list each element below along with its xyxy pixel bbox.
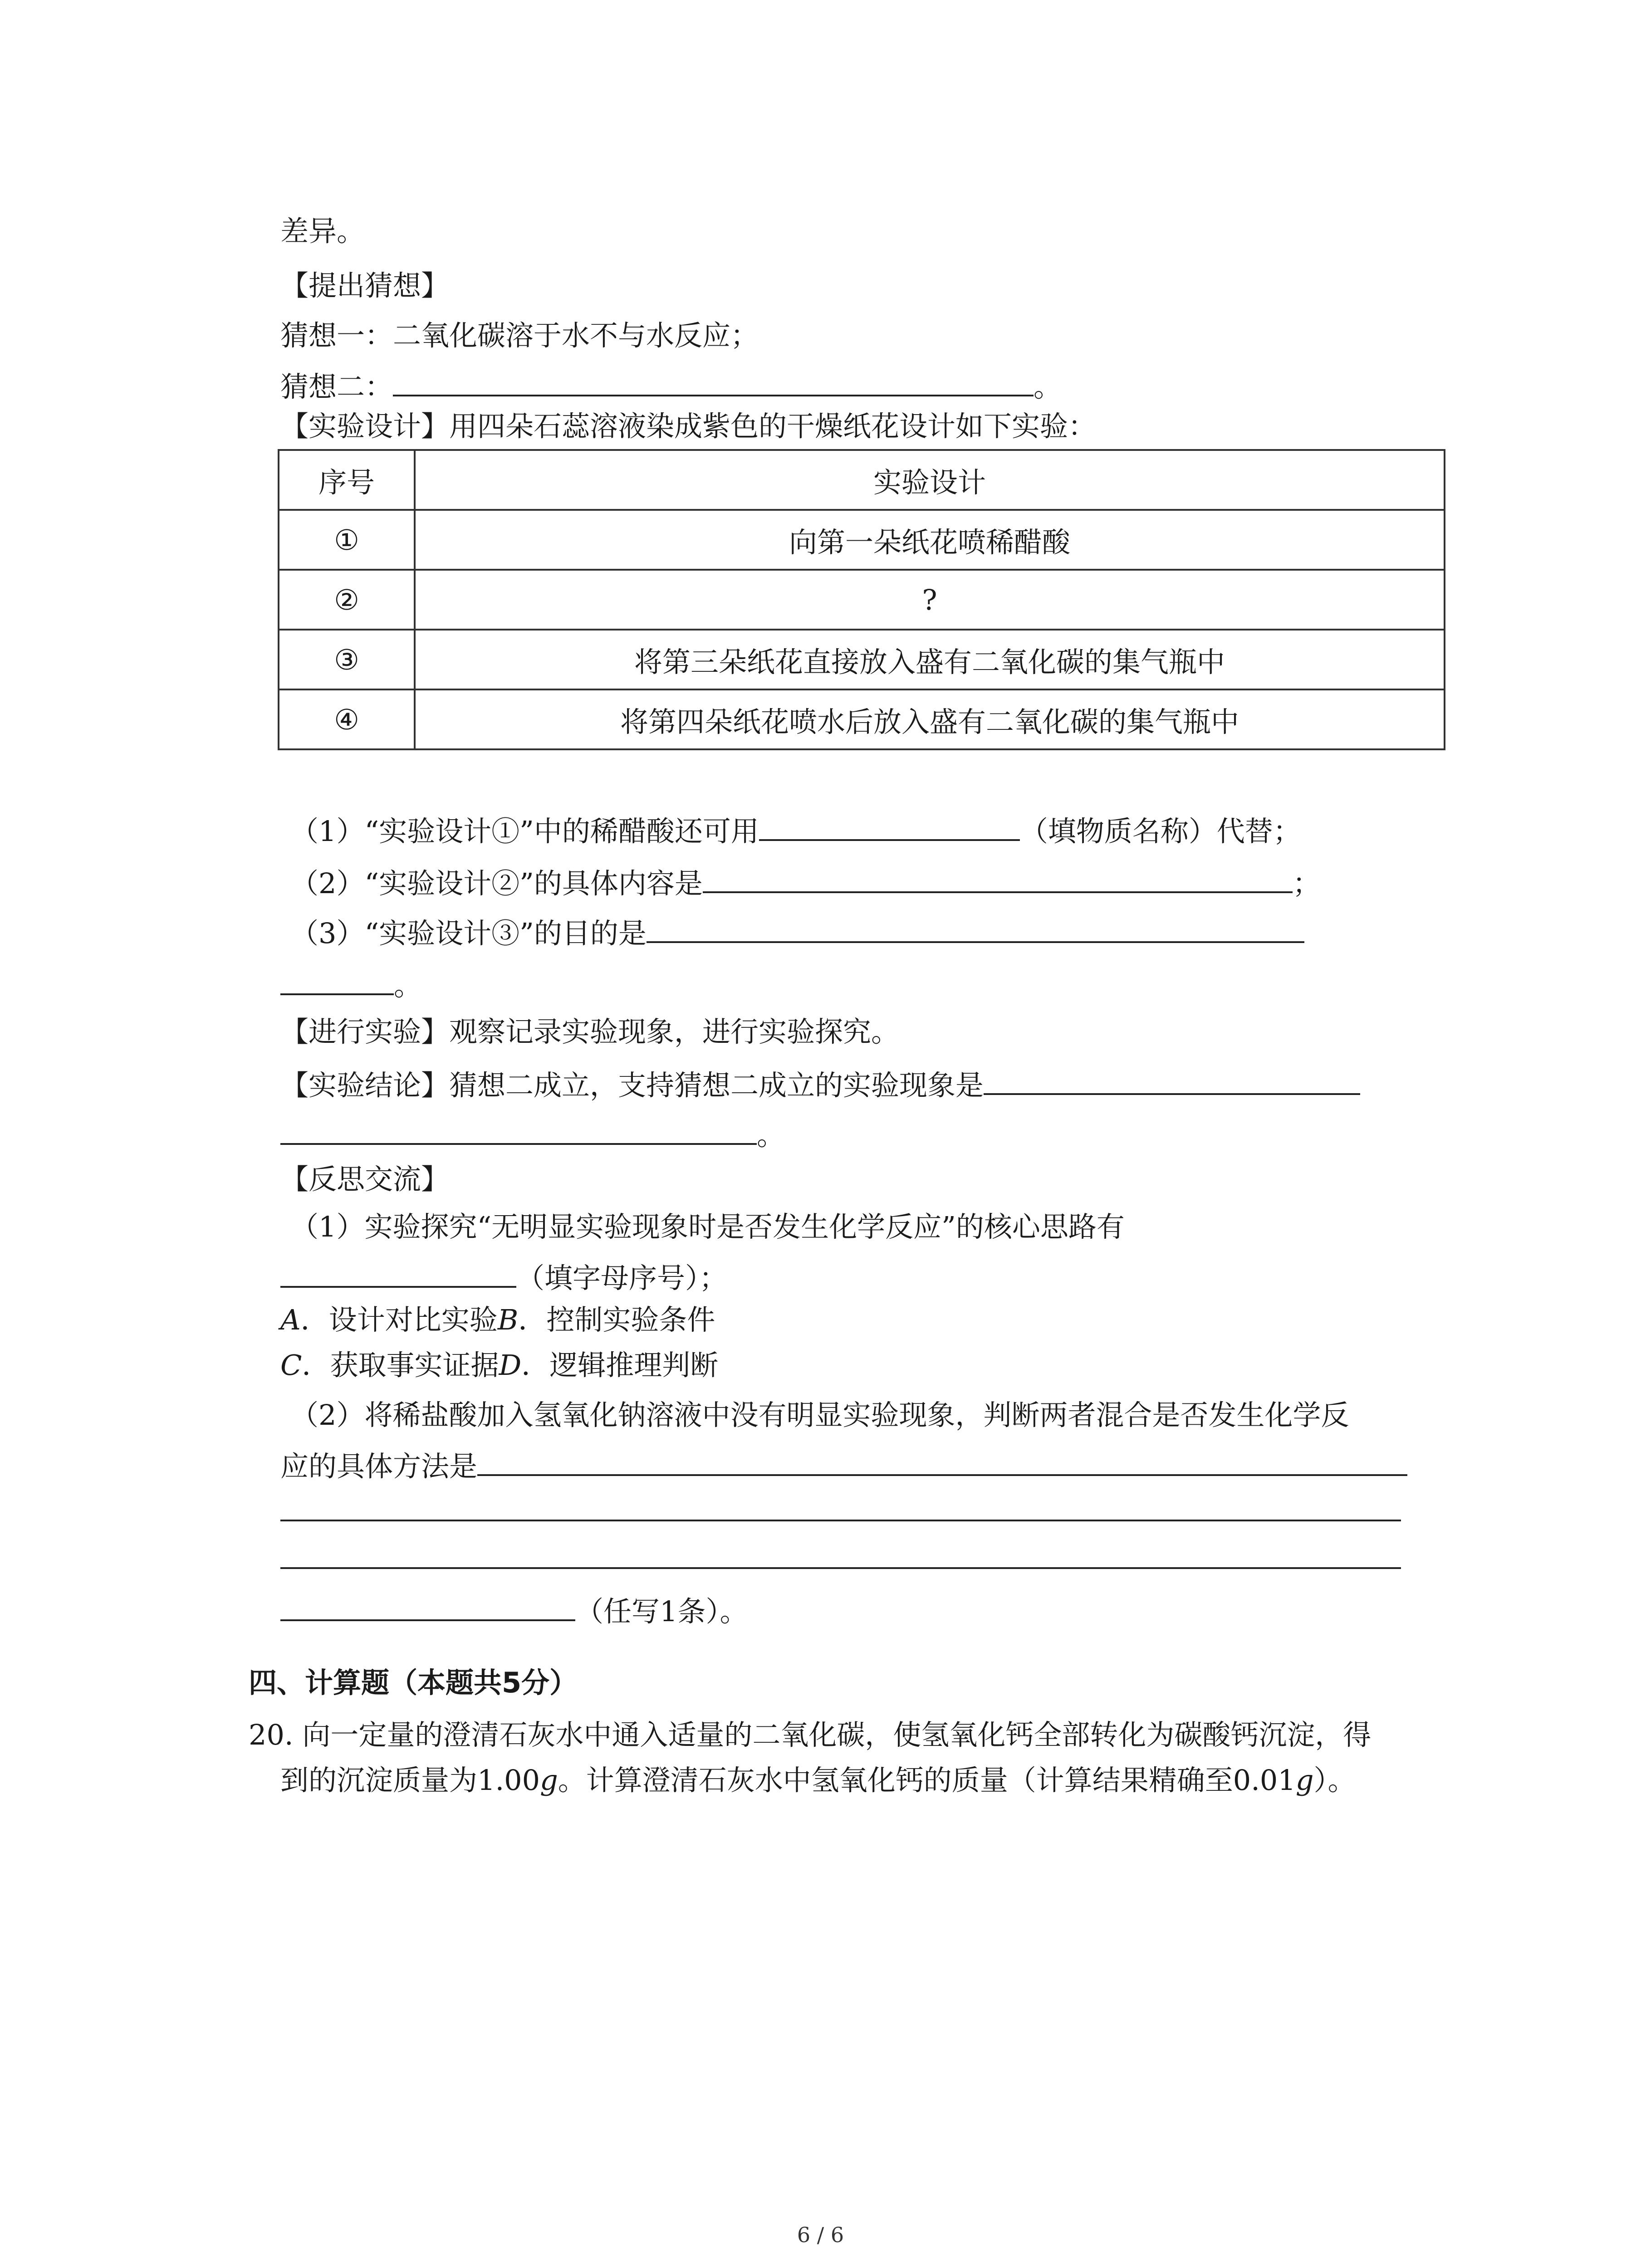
- answer-blank[interactable]: [984, 1061, 1360, 1095]
- experiment-table: [278, 449, 1445, 750]
- punctuation: 。: [1034, 370, 1062, 403]
- answer-blank[interactable]: [280, 1111, 757, 1145]
- answer-blank[interactable]: [477, 1442, 1407, 1476]
- answer-line[interactable]: [280, 1520, 1401, 1521]
- section-heading-design: 【实验设计】用四朵石蕊溶液染成紫色的干燥纸花设计如下实验：: [280, 410, 1097, 443]
- conclusion-text: 【实验结论】猜想二成立，支持猜想二成立的实验现象是: [280, 1069, 984, 1102]
- punctuation: 。: [394, 969, 422, 1002]
- answer-blank[interactable]: [393, 363, 1034, 396]
- option-letter: A: [280, 1303, 301, 1336]
- question-3-continuation: [280, 962, 422, 1002]
- option-text: ．获取事实证据: [302, 1349, 499, 1382]
- table-cell: ?: [415, 570, 1445, 630]
- option-letter: B: [497, 1303, 519, 1336]
- table-row: [279, 689, 1445, 749]
- option-text: ．逻辑推理判断: [521, 1349, 719, 1382]
- question-text: ；: [1292, 867, 1321, 900]
- table-header-cell: 实验设计: [415, 450, 1445, 510]
- table-cell: ③: [279, 630, 415, 689]
- options-row-1: [280, 1300, 715, 1340]
- question-1: [290, 807, 1301, 848]
- reflection-answer-line: [280, 1254, 727, 1295]
- option-letter: D: [499, 1349, 522, 1382]
- question-text: 应的具体方法是: [280, 1450, 478, 1483]
- reflection-question-2-end: [280, 1588, 748, 1628]
- answer-blank[interactable]: [703, 860, 1293, 893]
- table-cell: ②: [279, 570, 415, 630]
- question-2: [290, 860, 1321, 900]
- question-text: ）。: [1313, 1764, 1356, 1797]
- unit: g: [1295, 1764, 1314, 1797]
- section-heading-conclusion: [280, 1061, 1360, 1102]
- punctuation: 。: [757, 1119, 785, 1152]
- table-cell: 将第四朵纸花喷水后放入盛有二氧化碳的集气瓶中: [415, 689, 1445, 749]
- question-text: （1）“实验设计①”中的稀醋酸还可用: [290, 815, 759, 848]
- options-row-2: [280, 1345, 718, 1386]
- table-row: [279, 630, 1445, 689]
- reflection-question-2-cont: [280, 1442, 1407, 1483]
- table-cell: ①: [279, 510, 415, 570]
- table-cell: 向第一朵纸花喷稀醋酸: [415, 510, 1445, 570]
- hypothesis-one: 猜想一：二氧化碳溶于水不与水反应；: [280, 319, 759, 352]
- section-four-title: 四、计算题（本题共5分）: [249, 1666, 578, 1699]
- question-text: 到的沉淀质量为1.00: [280, 1764, 540, 1797]
- option-text: ．设计对比实验: [300, 1303, 498, 1336]
- question-text: （任写1条）。: [575, 1595, 748, 1628]
- answer-blank[interactable]: [647, 909, 1304, 943]
- reflection-question-1: （1）实验探究“无明显实验现象时是否发生化学反应”的核心思路有: [290, 1210, 1125, 1243]
- question-text: 向一定量的澄清石灰水中通入适量的二氧化碳，使氢氧化钙全部转化为碳酸钙沉淀，得: [302, 1718, 1372, 1751]
- table-row: [279, 570, 1445, 630]
- question-3: [290, 909, 1304, 950]
- answer-blank[interactable]: [280, 962, 394, 995]
- section-heading-reflection: 【反思交流】: [280, 1163, 450, 1196]
- table-cell: ④: [279, 689, 415, 749]
- table-header-row: [279, 450, 1445, 510]
- conclusion-continuation: [280, 1111, 785, 1152]
- hypothesis-two: [280, 363, 1062, 404]
- answer-blank[interactable]: [759, 807, 1020, 841]
- table-header-cell: 序号: [279, 450, 415, 510]
- answer-blank[interactable]: [280, 1588, 575, 1621]
- question-number: 20.: [249, 1718, 294, 1751]
- option-text: ．控制实验条件: [518, 1303, 715, 1336]
- question-text: （2）“实验设计②”的具体内容是: [290, 867, 703, 900]
- question-text: 。计算澄清石灰水中氢氧化钙的质量（计算结果精确至0.01: [558, 1764, 1296, 1797]
- table-row: [279, 510, 1445, 570]
- option-letter: C: [280, 1349, 302, 1382]
- hypothesis-two-label: 猜想二：: [280, 370, 393, 403]
- answer-blank[interactable]: [280, 1254, 516, 1288]
- text-line: 差异。: [280, 215, 365, 248]
- question-text: （填字母序号）；: [516, 1261, 728, 1295]
- question-text: （3）“实验设计③”的目的是: [290, 917, 647, 950]
- reflection-question-2: （2）将稀盐酸加入氢氧化钠溶液中没有明显实验现象，判断两者混合是否发生化学反: [290, 1398, 1349, 1432]
- section-heading-hypothesis: 【提出猜想】: [280, 269, 450, 302]
- page-number: 6 / 6: [797, 2223, 844, 2247]
- unit: g: [540, 1764, 558, 1797]
- question-20: [249, 1715, 1371, 1755]
- answer-line[interactable]: [280, 1567, 1401, 1569]
- question-20-cont: [280, 1760, 1356, 1801]
- question-text: （填物质名称）代替；: [1019, 815, 1301, 848]
- table-cell: 将第三朵纸花直接放入盛有二氧化碳的集气瓶中: [415, 630, 1445, 689]
- section-heading-experiment: 【进行实验】观察记录实验现象，进行实验探究。: [280, 1015, 900, 1048]
